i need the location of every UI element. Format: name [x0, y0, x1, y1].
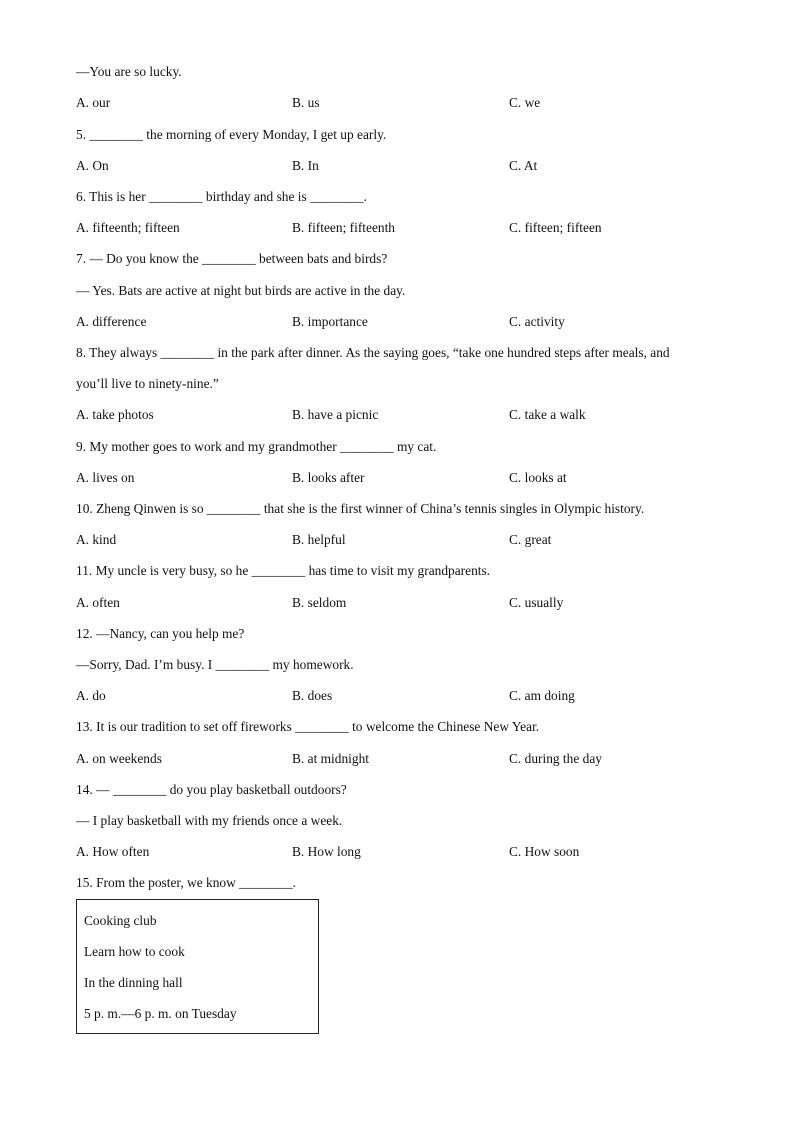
q6-option-b[interactable]: B. fifteen; fifteenth: [292, 220, 395, 235]
q4-option-c[interactable]: C. we: [509, 95, 541, 110]
q7-option-b[interactable]: B. importance: [292, 314, 368, 329]
q11-stem: 11. My uncle is very busy, so he ________ has time to visit my grandparents.: [76, 563, 491, 578]
q9-option-a[interactable]: A. lives on: [76, 470, 135, 485]
cooking-club-poster: [76, 899, 319, 1034]
q11-option-c[interactable]: C. usually: [509, 595, 564, 610]
q12-stem: 12. —Nancy, can you help me?: [76, 626, 245, 641]
poster-title: Cooking club: [84, 913, 157, 928]
q13-option-a[interactable]: A. on weekends: [76, 751, 162, 766]
q12-option-b[interactable]: B. does: [292, 688, 333, 703]
q4-option-a[interactable]: A. our: [76, 95, 111, 110]
q8-option-a[interactable]: A. take photos: [76, 407, 154, 422]
q7-option-c[interactable]: C. activity: [509, 314, 565, 329]
q13-option-b[interactable]: B. at midnight: [292, 751, 369, 766]
q10-option-c[interactable]: C. great: [509, 532, 552, 547]
q9-stem: 9. My mother goes to work and my grandmother ________ my cat.: [76, 439, 437, 454]
q12-reply: —Sorry, Dad. I’m busy. I ________ my homework.: [76, 657, 354, 672]
q8-stem-line2: you’ll live to ninety-nine.”: [76, 376, 219, 391]
q12-option-a[interactable]: A. do: [76, 688, 106, 703]
q8-stem-line1: 8. They always ________ in the park after dinner. As the saying goes, “take one hundred steps after meals, and: [76, 345, 670, 360]
q7-option-a[interactable]: A. difference: [76, 314, 147, 329]
q7-reply: — Yes. Bats are active at night but birds are active in the day.: [76, 283, 406, 298]
q14-reply: — I play basketball with my friends once a week.: [76, 813, 343, 828]
q13-option-c[interactable]: C. during the day: [509, 751, 602, 766]
q5-stem: 5. ________ the morning of every Monday, I get up early.: [76, 127, 387, 142]
q14-option-c[interactable]: C. How soon: [509, 844, 580, 859]
q9-option-c[interactable]: C. looks at: [509, 470, 567, 485]
poster-line: Learn how to cook: [84, 944, 185, 959]
q9-option-b[interactable]: B. looks after: [292, 470, 365, 485]
q14-option-b[interactable]: B. How long: [292, 844, 361, 859]
q13-stem: 13. It is our tradition to set off fireworks ________ to welcome the Chinese New Year.: [76, 719, 540, 734]
poster-line: 5 p. m.—6 p. m. on Tuesday: [84, 1006, 237, 1021]
q14-stem: 14. — ________ do you play basketball outdoors?: [76, 782, 347, 797]
q11-option-b[interactable]: B. seldom: [292, 595, 347, 610]
q8-option-b[interactable]: B. have a picnic: [292, 407, 379, 422]
q4-option-b[interactable]: B. us: [292, 95, 320, 110]
q10-option-b[interactable]: B. helpful: [292, 532, 346, 547]
q10-option-a[interactable]: A. kind: [76, 532, 117, 547]
q15-stem: 15. From the poster, we know ________.: [76, 875, 297, 890]
q11-option-a[interactable]: A. often: [76, 595, 120, 610]
q14-option-a[interactable]: A. How often: [76, 844, 150, 859]
q4-reply: —You are so lucky.: [76, 64, 182, 79]
q6-stem: 6. This is her ________ birthday and she is ________.: [76, 189, 367, 204]
q8-option-c[interactable]: C. take a walk: [509, 407, 586, 422]
q10-stem: 10. Zheng Qinwen is so ________ that she is the first winner of China’s tennis singles in Olympic history.: [76, 501, 645, 516]
q12-option-c[interactable]: C. am doing: [509, 688, 575, 703]
q5-option-b[interactable]: B. In: [292, 158, 319, 173]
q5-option-c[interactable]: C. At: [509, 158, 538, 173]
q6-option-a[interactable]: A. fifteenth; fifteen: [76, 220, 180, 235]
q5-option-a[interactable]: A. On: [76, 158, 109, 173]
poster-line: In the dinning hall: [84, 975, 183, 990]
q7-stem: 7. — Do you know the ________ between bats and birds?: [76, 251, 388, 266]
q6-option-c[interactable]: C. fifteen; fifteen: [509, 220, 602, 235]
